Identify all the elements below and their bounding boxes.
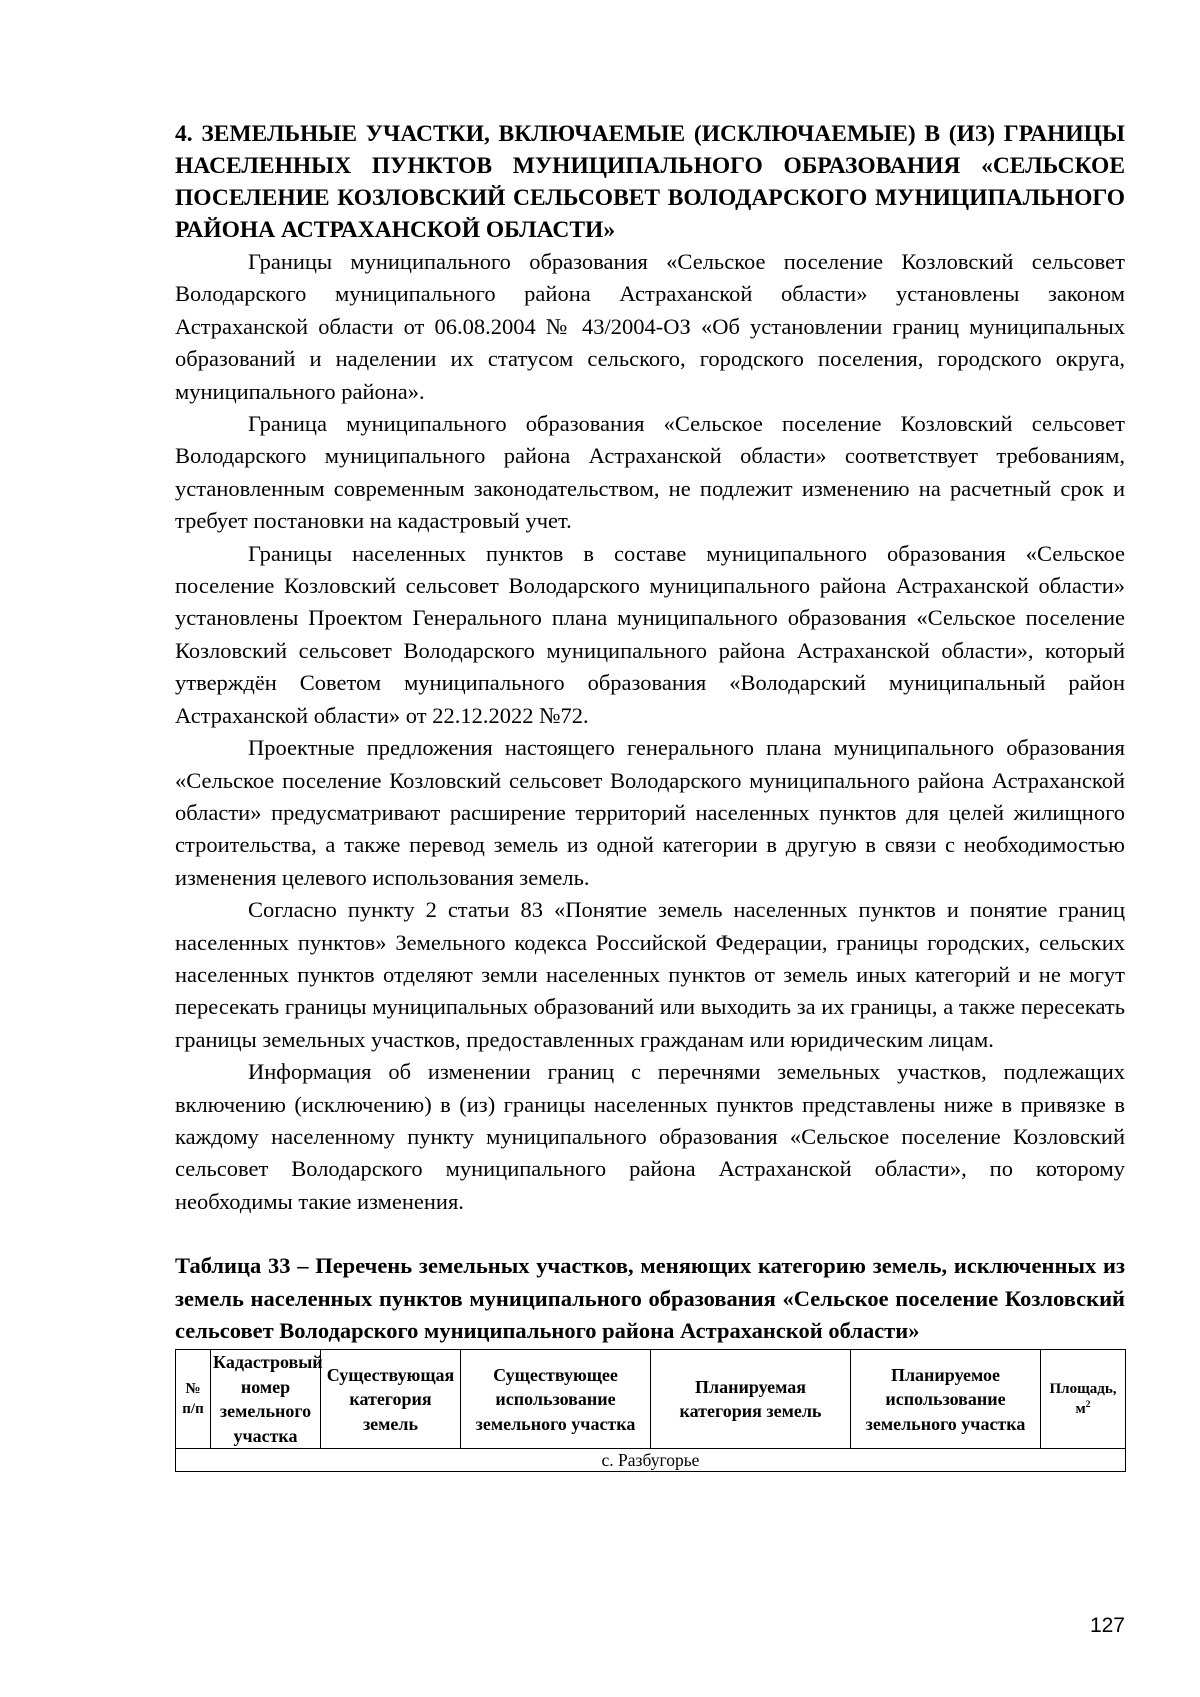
table-title: Таблица 33 – Перечень земельных участков, меняющих категорию земель, исключенных из земель населенных пунктов муниципального образования «Сельское поселение Козловский сельсовет Володарского муниципального района Астраханской области» <box>175 1253 1125 1343</box>
paragraph-4: Проектные предложения настоящего генерального плана муниципального образования «Сельское поселение Козловский сельсовет Володарского муниципального района Астраханской области» предусматривают расширение территорий населенных пунктов для целей жилищного строительства, а также перевод земель из одной категории в другую в связи с необходимостью изменения целевого использования земель. <box>175 735 1125 890</box>
paragraph-1: Границы муниципального образования «Сельское поселение Козловский сельсовет Володарского муниципального района Астраханской области» установлены законом Астраханской области от 06.08.2004 № 43/2004-ОЗ «Об установлении границ муниципальных образований и наделении их статусом сельского, городского поселения, городского округа, муниципального района». <box>175 249 1125 404</box>
header-existing-use: Существующее использование земельного участка <box>461 1350 651 1449</box>
page-number: 127 <box>1089 1614 1125 1637</box>
section-heading: 4. ЗЕМЕЛЬНЫЕ УЧАСТКИ, ВКЛЮЧАЕМЫЕ (ИСКЛЮЧАЕМЫЕ) В (ИЗ) ГРАНИЦЫ НАСЕЛЕННЫХ ПУНКТОВ МУНИЦИПАЛЬНОГО ОБРАЗОВАНИЯ «СЕЛЬСКОЕ ПОСЕЛЕНИЕ КОЗЛОВСКИЙ СЕЛЬСОВЕТ ВОЛОДАРСКОГО МУНИЦИПАЛЬНОГО РАЙОНА АСТРАХАНСКОЙ ОБЛАСТИ» <box>175 121 1125 243</box>
table-header-row <box>176 1350 1126 1449</box>
header-planned-category: Планируемая категория земель <box>651 1350 851 1449</box>
header-num: № п/п <box>176 1350 211 1449</box>
header-planned-use: Планируемое использование земельного участка <box>851 1350 1041 1449</box>
header-area <box>1041 1350 1126 1449</box>
paragraph-5: Согласно пункту 2 статьи 83 «Понятие земель населенных пунктов и понятие границ населенных пунктов» Земельного кодекса Российской Федерации, границы городских, сельских населенных пунктов отделяют земли населенных пунктов от земель иных категорий и не могут пересекать границы муниципальных образований или выходить за их границы, а также пересекать границы земельных участков, предоставленных гражданам или юридическим лицам. <box>175 897 1125 1052</box>
land-plots-table <box>175 1349 1126 1472</box>
table-row <box>176 1449 1126 1472</box>
header-area-sup: 2 <box>1085 1399 1091 1411</box>
header-existing-category: Существующая категория земель <box>321 1350 461 1449</box>
settlement-row-label: с. Разбугорье <box>176 1449 1126 1472</box>
paragraph-3: Границы населенных пунктов в составе муниципального образования «Сельское поселение Козловский сельсовет Володарского муниципального района Астраханской области» установлены Проектом Генерального плана муниципального образования «Сельское поселение Козловский сельсовет Володарского муниципального района Астраханской области», который утверждён Советом муниципального образования «Володарский муниципальный район Астраханской области» от 22.12.2022 №72. <box>175 540 1125 728</box>
paragraph-2: Граница муниципального образования «Сельское поселение Козловский сельсовет Володарского муниципального района Астраханской области» соответствует требованиям, установленным современным законодательством, не подлежит изменению на расчетный срок и требует постановки на кадастровый учет. <box>175 411 1125 534</box>
paragraph-6: Информация об изменении границ с перечнями земельных участков, подлежащих включению (исключению) в (из) границы населенных пунктов представлены ниже в привязке в каждому населенному пункту муниципального образования «Сельское поселение Козловский сельсовет Володарского муниципального района Астраханской области», по которому необходимы такие изменения. <box>175 1059 1125 1214</box>
header-cadastral: Кадастровый номер земельного участка <box>211 1350 321 1449</box>
header-area-label: Площадь, м <box>1049 1381 1117 1418</box>
document-page <box>175 118 1125 1472</box>
